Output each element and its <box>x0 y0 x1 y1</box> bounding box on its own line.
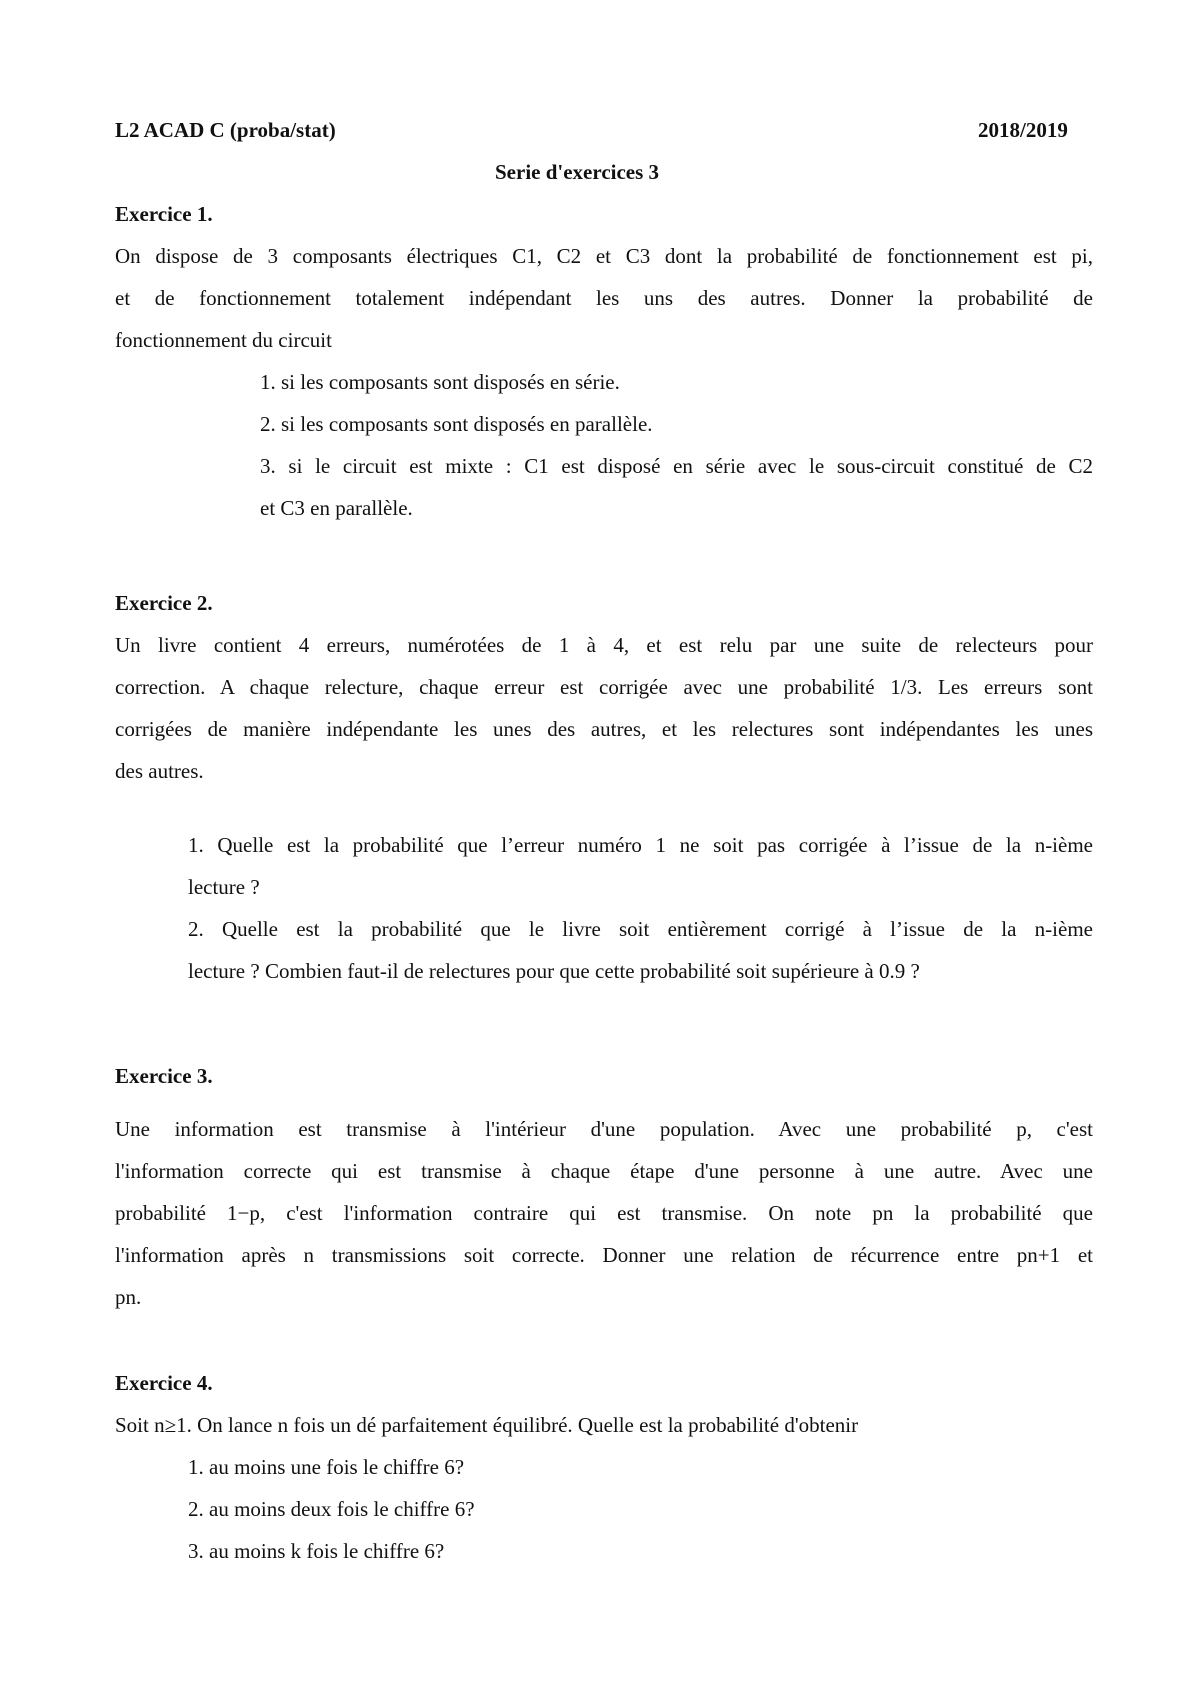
exercise-3-line: pn. <box>115 1285 142 1309</box>
exercise-1-item: 2. si les composants sont disposés en parallèle. <box>260 412 653 436</box>
exercise-3-line: l'information correcte qui est transmise à chaque étape d'une personne à une autre. Avec une <box>115 1159 1093 1183</box>
exercise-4-item: 1. au moins une fois le chiffre 6? <box>188 1455 465 1479</box>
exercise-4-heading: Exercice 4. <box>115 1371 213 1395</box>
exercise-4-item: 2. au moins deux fois le chiffre 6? <box>188 1497 475 1521</box>
exercise-3-heading: Exercice 3. <box>115 1064 213 1088</box>
exercise-1-intro-line: fonctionnement du circuit <box>115 328 332 352</box>
course-title: L2 ACAD C (proba/stat) <box>115 118 336 142</box>
exercise-3-line: Une information est transmise à l'intérieur d'une population. Avec une probabilité p, c'est <box>115 1117 1093 1141</box>
exercise-1-heading: Exercice 1. <box>115 202 213 226</box>
exercise-2-item: lecture ? <box>188 875 260 899</box>
exercise-2-intro-line: Un livre contient 4 erreurs, numérotées de 1 à 4, et est relu par une suite de relecteurs pour <box>115 633 1093 657</box>
exercise-1-item: 1. si les composants sont disposés en série. <box>260 370 620 394</box>
exercise-2-heading: Exercice 2. <box>115 591 213 615</box>
exercise-2-intro-line: corrigées de manière indépendante les unes des autres, et les relectures sont indépendantes les unes <box>115 717 1093 741</box>
exercise-2-item: 1. Quelle est la probabilité que l’erreur numéro 1 ne soit pas corrigée à l’issue de la n-ième <box>188 833 1093 857</box>
exercise-3-line: probabilité 1−p, c'est l'information contraire qui est transmise. On note pn la probabilité que <box>115 1201 1093 1225</box>
exercise-1-intro-line: On dispose de 3 composants électriques C1, C2 et C3 dont la probabilité de fonctionnement est pi, <box>115 244 1093 268</box>
exercise-2-intro-line: correction. A chaque relecture, chaque erreur est corrigée avec une probabilité 1/3. Les erreurs sont <box>115 675 1093 699</box>
exercise-1-intro-line: et de fonctionnement totalement indépendant les uns des autres. Donner la probabilité de <box>115 286 1093 310</box>
exercise-4-intro: Soit n≥1. On lance n fois un dé parfaitement équilibré. Quelle est la probabilité d'obtenir <box>115 1413 859 1437</box>
exercise-2-item: 2. Quelle est la probabilité que le livre soit entièrement corrigé à l’issue de la n-ième <box>188 917 1093 941</box>
exercise-1-item: et C3 en parallèle. <box>260 496 413 520</box>
series-title: Serie d'exercices 3 <box>495 160 660 184</box>
exercise-2-intro-line: des autres. <box>115 759 204 783</box>
exercise-4-item: 3. au moins k fois le chiffre 6? <box>188 1539 445 1563</box>
academic-year: 2018/2019 <box>978 118 1068 142</box>
exercise-1-item: 3. si le circuit est mixte : C1 est disposé en série avec le sous-circuit constitué de C2 <box>260 454 1093 478</box>
exercise-2-item: lecture ? Combien faut-il de relectures pour que cette probabilité soit supérieure à 0.9 ? <box>188 959 920 983</box>
exercise-3-line: l'information après n transmissions soit correcte. Donner une relation de récurrence entre pn+1 et <box>115 1243 1093 1267</box>
